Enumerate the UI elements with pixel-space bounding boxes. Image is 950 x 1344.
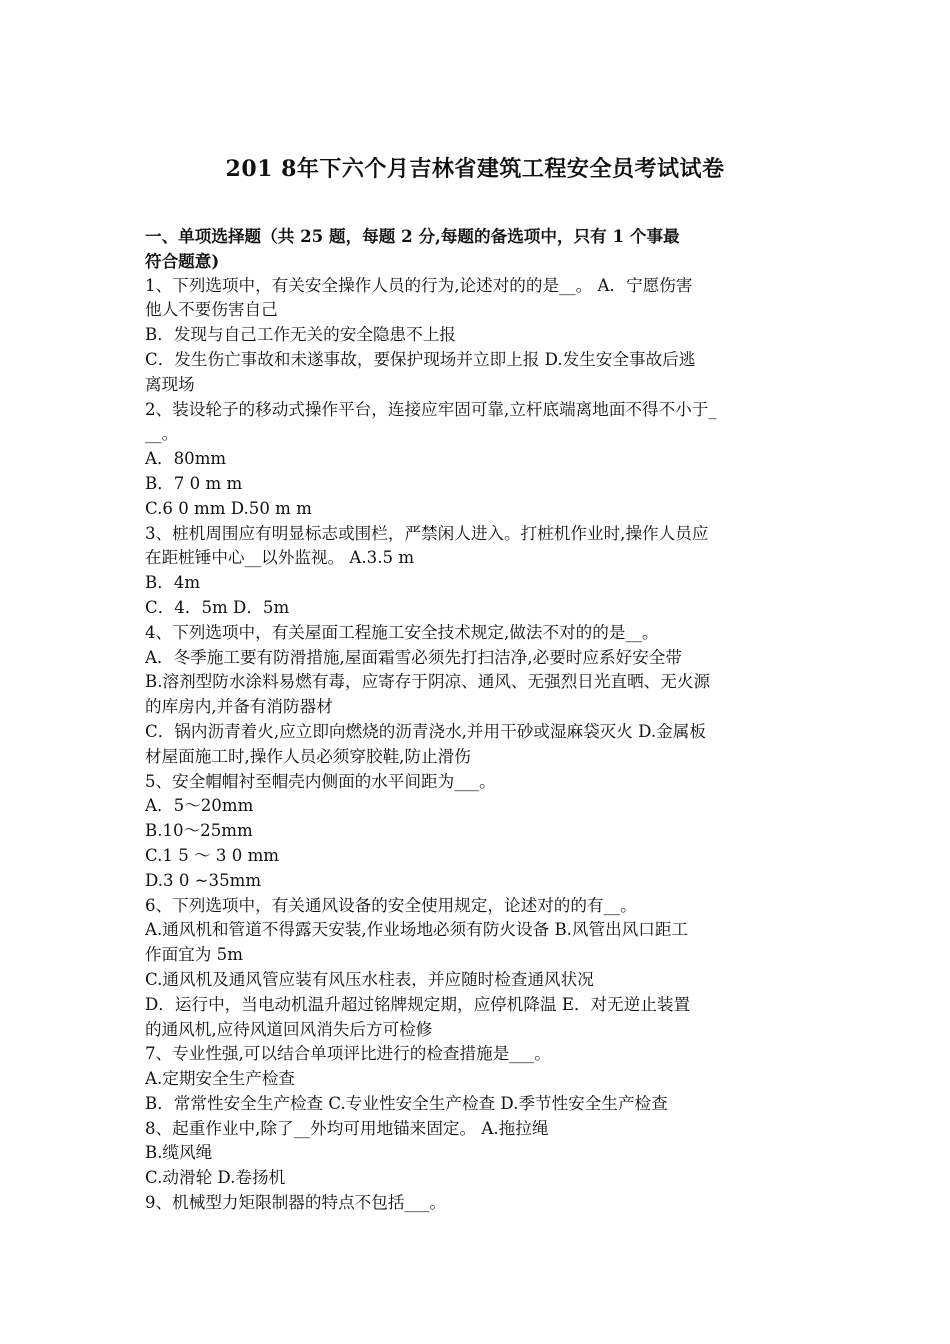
text-line: A.通风机和管道不得露天安装,作业场地必须有防火设备 B.风管出风口距工 (145, 920, 689, 940)
text-line: B．4m (145, 573, 201, 593)
text-line: C.1 5 ～ 3 0 mm (145, 845, 280, 865)
document-title: 201 8年下六个月吉林省建筑工程安全员考试试卷 (225, 156, 725, 182)
text-line: B.10～25mm (145, 821, 253, 841)
text-line: 4、下列选项中，有关屋面工程施工安全技术规定,做法不对的的是__。 (145, 622, 659, 642)
text-line: C.通风机及通风管应装有风压水柱表，并应随时检查通风状况 (145, 969, 594, 989)
text-line: 8、起重作业中,除了__外均可用地锚来固定。 A.拖拉绳 (145, 1118, 549, 1138)
text-line: C.动滑轮 D.卷扬机 (145, 1168, 286, 1188)
text-line: 6、下列选项中，有关通风设备的安全使用规定，论述对的的有__。 (145, 895, 637, 915)
text-line: 2、装设轮子的移动式操作平台，连接应牢固可靠,立杆底端离地面不得不小于_ (145, 399, 717, 419)
text-line: B.溶剂型防水涂料易燃有毒，应寄存于阴凉、通风、无强烈日光直晒、无火源 (145, 672, 711, 692)
text-line: C．发生伤亡事故和未遂事故，要保护现场并立即上报 D.发生安全事故后逃 (145, 349, 696, 369)
text-line: 1、下列选项中，有关安全操作人员的行为,论述对的的是__。 A．宁愿伤害 (145, 275, 693, 295)
text-line: B.缆风绳 (145, 1143, 213, 1163)
document-body (145, 224, 810, 1216)
text-line: 的库房内,并备有消防器材 (145, 697, 333, 717)
text-line: C.6 0 mm D.50 m m (145, 498, 312, 518)
text-line: B．7 0 m m (145, 473, 243, 493)
text-line: 作面宜为 5m (145, 945, 243, 965)
text-line: D．运行中，当电动机温升超过铭牌规定期，应停机降温 E．对无逆止装置 (145, 994, 691, 1014)
text-line: C．锅内沥青着火,应立即向燃烧的沥青浇水,并用干砂或湿麻袋灭火 D.金属板 (145, 721, 706, 741)
text-line: 离现场 (145, 374, 195, 394)
text-line: 在距桩锤中心__以外监视。 A.3.5 m (145, 548, 415, 568)
text-line: 他人不要伤害自己 (145, 300, 278, 320)
text-line: 的通风机,应待风道回风消失后方可检修 (145, 1019, 433, 1039)
text-line: D.3 0 ~35mm (145, 870, 262, 890)
text-line: A．5～20mm (145, 796, 254, 816)
text-line: __。 (145, 424, 179, 444)
text-line: 3、桩机周围应有明显标志或围栏，严禁闲人进入。打桩机作业时,操作人员应 (145, 523, 709, 543)
text-line: C．4．5m D．5m (145, 597, 290, 617)
text-line: 9、机械型力矩限制器的特点不包括___。 (145, 1193, 446, 1213)
text-line: B．常常性安全生产检查 C.专业性安全生产检查 D.季节性安全生产检查 (145, 1093, 668, 1113)
text-line: B．发现与自己工作无关的安全隐患不上报 (145, 325, 456, 345)
text-line: 7、专业性强,可以结合单项评比进行的检查措施是___。 (145, 1044, 551, 1064)
text-line: A.定期安全生产检查 (145, 1069, 296, 1089)
text-line: 5、安全帽帽衬至帽壳内侧面的水平间距为___。 (145, 771, 496, 791)
section-heading-line: 一、单项选择题（共 25 题，每题 2 分,每题的备选项中，只有 1 个事最 (145, 226, 680, 246)
text-line: 材屋面施工时,操作人员必须穿胶鞋,防止滑伤 (145, 746, 471, 766)
section-heading-line: 符合题意) (145, 250, 220, 271)
text-line: A．80mm (145, 449, 227, 469)
text-line: A．冬季施工要有防滑措施,屋面霜雪必须先打扫洁净,必要时应系好安全带 (145, 647, 682, 667)
